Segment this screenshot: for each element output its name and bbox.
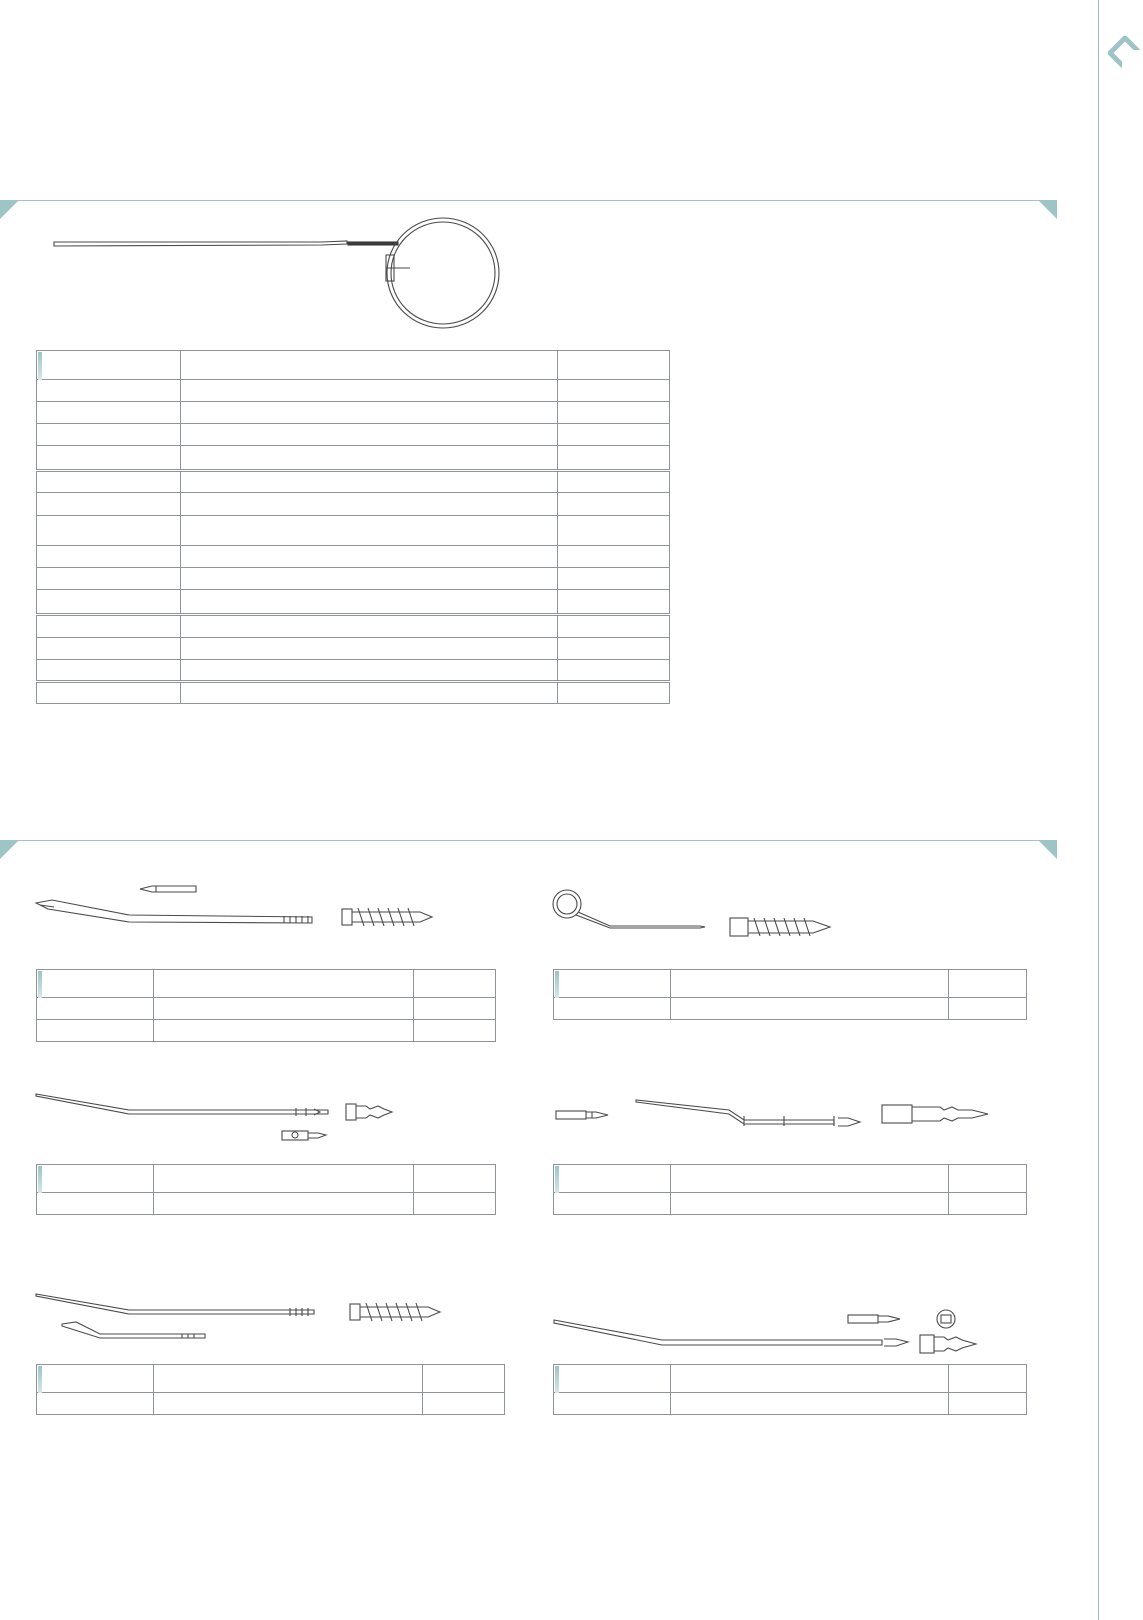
table-cell [558,638,670,660]
table-cell [181,590,558,615]
table-header-cell [154,1165,414,1193]
spec-table [553,969,1027,1020]
spec-table [36,1364,505,1415]
diamond-bracket-logo-icon [1108,36,1142,80]
table-cell [558,471,670,493]
table-cell [154,1193,414,1215]
cortical-screw-drawing [728,915,833,939]
table-cell [181,471,558,493]
ring-handle-pin-drawing [550,888,710,934]
table-cell [37,493,181,516]
table-cell [671,998,949,1020]
table-cell [558,546,670,568]
table-header-cell [154,1365,423,1393]
table-cell [181,660,558,682]
table-cell [181,402,558,424]
cap-drawing [918,1332,980,1356]
table-cell [558,402,670,424]
band-corner-left [0,841,18,859]
cancellous-screw-drawing [348,1301,443,1323]
table-cell [181,446,558,471]
table-cell [949,1393,1027,1415]
washer-drawing [934,1308,958,1330]
coiled-wire-loop-drawing [380,215,506,333]
table-cell [37,1020,154,1042]
short-pin-drawing [554,1108,612,1122]
table-cell [558,424,670,446]
spec-table [553,1364,1027,1415]
table-cell [558,493,670,516]
bent-awl-drawing [34,895,324,929]
table-cell [558,568,670,590]
table-cell [949,998,1027,1020]
main-spec-table [36,350,670,704]
table-cell [37,446,181,471]
table-cell [414,998,496,1020]
band-corner-left [0,201,18,219]
section-header-band [0,200,1057,221]
table-cell [37,402,181,424]
table-cell [181,615,558,638]
jointed-rod-drawing [634,1098,866,1128]
table-cell [37,546,181,568]
table-cell [558,682,670,704]
table-header-cell [671,1365,949,1393]
table-cell [37,1393,154,1415]
table-cell [558,380,670,402]
table-header-cell [414,1165,496,1193]
table-header-cell [37,351,181,380]
table-cell [554,1393,671,1415]
table-cell [558,446,670,471]
table-header-cell [671,1165,949,1193]
table-cell [554,998,671,1020]
table-cell [181,638,558,660]
table-header-cell [558,351,670,380]
table-cell [558,660,670,682]
table-cell [37,615,181,638]
table-header-cell [554,970,671,998]
table-header-cell [554,1165,671,1193]
table-cell [423,1393,505,1415]
straight-wire-drawing [52,238,352,252]
table-cell [554,1193,671,1215]
table-cell [558,615,670,638]
table-cell [37,568,181,590]
band-corner-right [1039,841,1057,859]
table-header-cell [181,351,558,380]
table-cell [949,1193,1027,1215]
table-header-cell [37,1165,154,1193]
table-header-cell [554,1365,671,1393]
table-cell [37,471,181,493]
table-cell [181,493,558,516]
table-cell [558,516,670,546]
table-header-cell [37,970,154,998]
table-cell [37,380,181,402]
table-header-cell [671,970,949,998]
table-header-cell [414,970,496,998]
table-header-cell [949,1365,1027,1393]
table-cell [37,424,181,446]
small-connector-drawing [280,1128,330,1142]
cancellous-screw-drawing [340,906,435,928]
table-cell [37,1193,154,1215]
table-header-cell [154,970,414,998]
table-cell [671,1193,949,1215]
table-cell [37,516,181,546]
spec-table [36,969,496,1042]
tapered-rod-drawing [34,1090,334,1116]
table-cell [37,660,181,682]
margin-rule [1098,0,1099,1620]
table-cell [37,998,154,1020]
spec-table [553,1164,1027,1215]
threaded-rod-drawing [34,1290,324,1316]
table-cell [671,1393,949,1415]
spec-table [36,1164,496,1215]
band-corner-right [1039,201,1057,219]
table-header-cell [949,970,1027,998]
table-cell [154,998,414,1020]
table-cell [154,1393,423,1415]
end-cap-drawing [344,1101,396,1123]
angled-tip-drawing [60,1320,212,1340]
table-cell [181,682,558,704]
table-cell [181,380,558,402]
table-cell [154,1020,414,1042]
table-header-cell [949,1165,1027,1193]
table-cell [37,590,181,615]
table-cell [181,424,558,446]
table-cell [181,568,558,590]
section-header-band [0,840,1057,861]
long-tapered-rod-drawing [552,1318,912,1348]
sleeve-drawing [880,1102,992,1126]
table-cell [37,682,181,704]
table-cell [558,590,670,615]
small-tip-drawing [138,883,200,895]
table-cell [414,1193,496,1215]
table-cell [37,638,181,660]
table-header-cell [37,1365,154,1393]
table-header-cell [423,1365,505,1393]
table-cell [181,546,558,568]
table-cell [181,516,558,546]
table-cell [414,1020,496,1042]
